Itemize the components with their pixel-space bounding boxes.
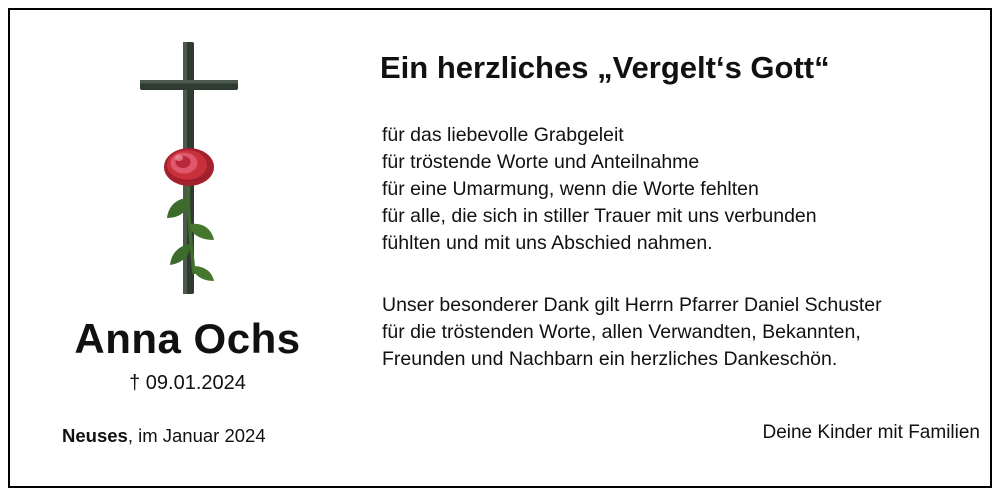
thanks-line: fühlten und mit uns Abschied nahmen.	[382, 232, 713, 254]
special-thanks-line: für die tröstenden Worte, allen Verwandten, Bekannten,	[382, 321, 861, 343]
place-and-date-line	[62, 425, 266, 447]
thanks-line: für das liebevolle Grabgeleit	[382, 124, 624, 146]
obituary-inner	[10, 10, 990, 486]
grave-cross-with-rose-icon	[120, 38, 270, 298]
headline: Ein herzliches „Vergelt‘s Gott“	[380, 50, 830, 85]
special-thanks-paragraph	[382, 292, 982, 373]
place-date-suffix: , im Januar 2024	[127, 425, 266, 446]
thanks-line: für tröstende Worte und Anteilnahme	[382, 151, 700, 173]
special-thanks-line: Freunden und Nachbarn ein herzliches Dankeschön.	[382, 348, 838, 370]
death-date: † 09.01.2024	[129, 372, 246, 394]
obituary-card	[8, 8, 992, 488]
special-thanks-line: Unser besonderer Dank gilt Herrn Pfarrer Daniel Schuster	[382, 294, 882, 316]
place-name: Neuses	[62, 425, 128, 446]
signature: Deine Kinder mit Familien	[762, 422, 980, 443]
thanks-paragraph	[382, 122, 982, 257]
right-column	[370, 10, 990, 486]
deceased-name: Anna Ochs	[74, 315, 301, 362]
left-column	[10, 10, 365, 486]
thanks-line: für eine Umarmung, wenn die Worte fehlten	[382, 178, 759, 200]
thanks-line: für alle, die sich in stiller Trauer mit uns verbunden	[382, 205, 817, 227]
